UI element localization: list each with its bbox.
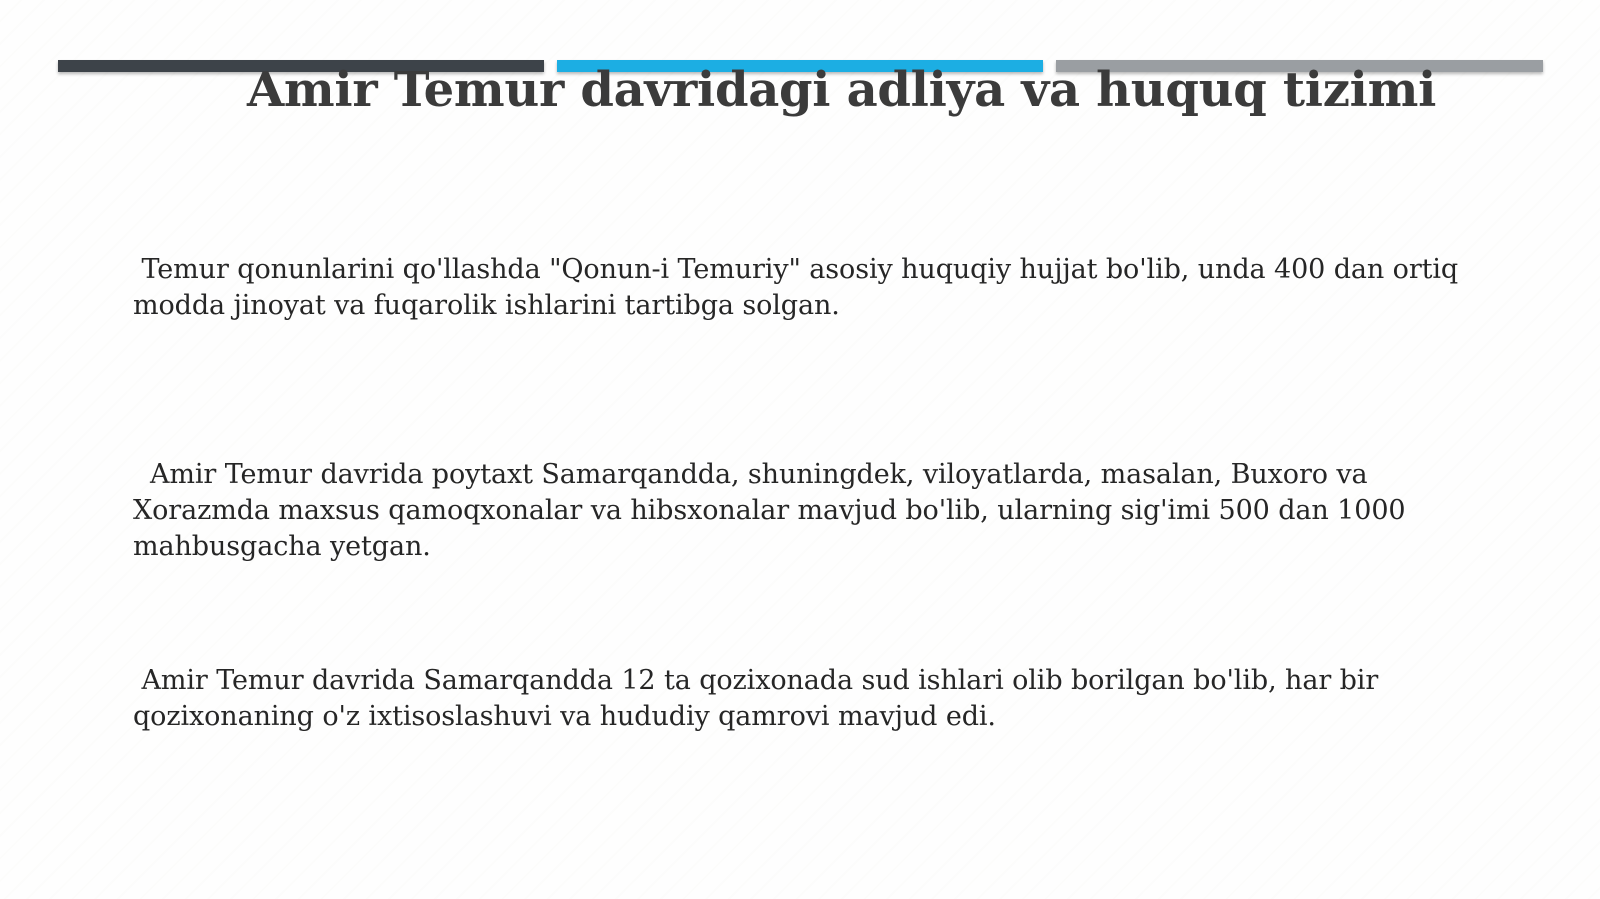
body-paragraph-courts: Amir Temur davrida Samarqandda 12 ta qozixonada sud ishlari olib borilgan bo'lib, har bir qozixonaning o'z ixtisoslashuvi va hududiy qamrovi mavjud edi.: [133, 665, 1387, 732]
body-paragraph-qonun-temuriy: Temur qonunlarini qo'llashda "Qonun-i Temuriy" asosiy huquqiy hujjat bo'lib, unda 400 dan ortiq modda jinoyat va fuqarolik ishlarini tartibga solgan.: [133, 254, 1467, 321]
body-paragraph-prisons: Amir Temur davrida poytaxt Samarqandda, shuningdek, viloyatlarda, masalan, Buxoro va Xorazmda maxsus qamoqxonalar va hibsxonalar mavjud bo'lib, ularning sig'imi 500 dan 1000 mahbusgacha yetgan.: [133, 459, 1414, 562]
slide-title: Amir Temur davridagi adliya va huquq tizimi: [246, 62, 1437, 118]
